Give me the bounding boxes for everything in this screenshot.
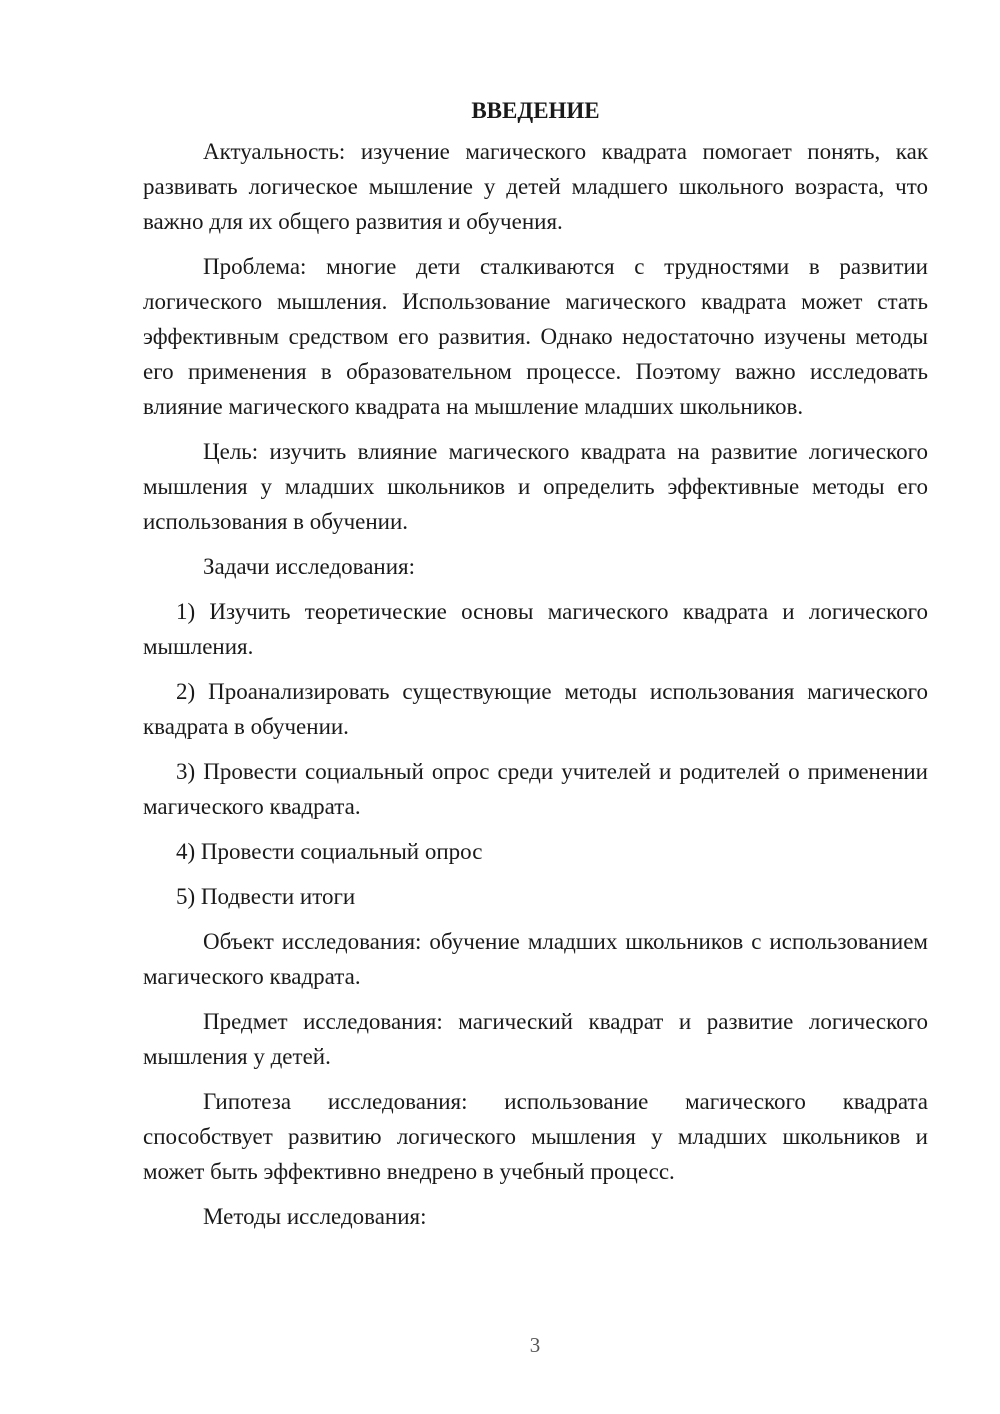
task-item-1: 1) Изучить теоретические основы магического квадрата и логического мышления. (143, 599, 928, 659)
problem-paragraph: Проблема: многие дети сталкиваются с трудностями в развитии логического мышления. Использование магического квадрата может стать эффективным средством его развития. Однако недостаточно изучены методы его применения в образовательном процессе. Поэтому важно исследовать влияние магического квадрата на мышление младших школьников. (143, 254, 928, 419)
object-paragraph: Объект исследования: обучение младших школьников с использованием магического квадрата. (143, 929, 928, 989)
goal-paragraph: Цель: изучить влияние магического квадрата на развитие логического мышления у младших школьников и определить эффективные методы его использования в обучении. (143, 439, 928, 534)
tasks-heading: Задачи исследования: (203, 554, 416, 579)
task-item-2: 2) Проанализировать существующие методы использования магического квадрата в обучении. (143, 679, 928, 739)
page-number: 3 (529, 1333, 541, 1357)
subject-paragraph: Предмет исследования: магический квадрат и развитие логического мышления у детей. (143, 1009, 928, 1069)
page-content (143, 96, 928, 1244)
task-item-4: 4) Провести социальный опрос (176, 839, 483, 864)
relevance-paragraph: Актуальность: изучение магического квадрата помогает понять, как развивать логическое мышление у детей младшего школьного возраста, что важно для их общего развития и обучения. (143, 139, 928, 234)
task-item-3: 3) Провести социальный опрос среди учителей и родителей о применении магического квадрата. (143, 759, 928, 819)
section-title: ВВЕДЕНИЕ (471, 98, 600, 123)
methods-heading: Методы исследования: (203, 1204, 427, 1229)
task-item-5: 5) Подвести итоги (176, 884, 356, 909)
hypothesis-paragraph: Гипотеза исследования: использование магического квадрата способствует развитию логического мышления у младших школьников и может быть эффективно внедрено в учебный процесс. (143, 1089, 928, 1184)
